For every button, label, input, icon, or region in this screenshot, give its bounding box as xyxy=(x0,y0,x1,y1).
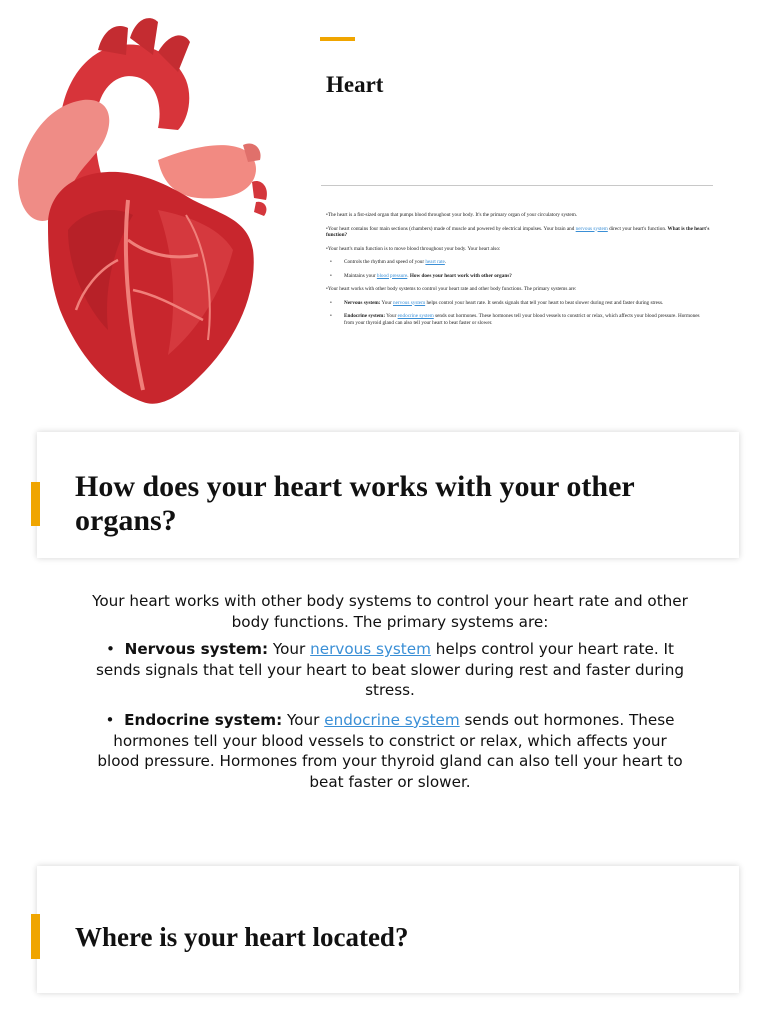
list-item xyxy=(344,300,710,307)
text: helps control your heart rate. It sends signals that tell your heart to beat slower during rest and faster during stress. xyxy=(425,299,664,306)
paragraph xyxy=(326,226,710,239)
text: Your xyxy=(385,313,398,319)
list-item xyxy=(344,313,710,326)
slide-title: Heart xyxy=(326,72,384,97)
text: Controls the rhythm and speed of your xyxy=(344,259,426,265)
body-text xyxy=(90,591,690,801)
paragraph xyxy=(326,286,710,293)
endocrine-system-item xyxy=(90,710,690,792)
section-heading: How does your heart works with your other organs? xyxy=(75,470,635,537)
text: . xyxy=(407,272,409,279)
slide-body-text xyxy=(326,212,710,333)
heart-body xyxy=(48,172,254,404)
section-heading: Where is your heart located? xyxy=(75,922,409,952)
text: •Your heart works with other body systems to control your heart rate and other body functions. The primary systems are: xyxy=(326,286,577,292)
bold-text: How does your heart work with other organs? xyxy=(409,272,512,279)
text: •The heart is a fist-sized organ that pumps blood throughout your body. It's the primary organ of your circulatory system. xyxy=(326,212,578,218)
section-header-card xyxy=(37,432,739,558)
nervous-system-link[interactable]: nervous system xyxy=(575,225,608,232)
bullet-list xyxy=(326,300,710,327)
text: Your xyxy=(268,640,311,659)
text: Your xyxy=(282,710,325,729)
bullet-list xyxy=(326,259,710,279)
list-item xyxy=(344,273,710,280)
paragraph xyxy=(326,246,710,253)
bold-text: What is the heart's function? xyxy=(326,225,710,238)
nervous-system-link[interactable]: nervous system xyxy=(310,640,431,659)
text: •Your heart's main function is to move blood throughout your body. Your heart also: xyxy=(326,245,501,252)
list-item xyxy=(344,259,710,266)
text: Your xyxy=(380,299,393,306)
bold-text: Endocrine system: xyxy=(124,710,283,729)
endocrine-system-link[interactable]: endocrine system xyxy=(397,313,434,319)
title-divider xyxy=(321,185,713,186)
text: direct your heart's function. xyxy=(607,225,667,232)
accent-bar xyxy=(31,914,40,959)
heart-rate-link[interactable]: heart rate xyxy=(425,259,445,265)
bold-text: Nervous system: xyxy=(124,640,269,659)
text: . xyxy=(444,259,447,265)
text: sends out hormones. These hormones tell your blood vessels to constrict or relax, which affects your blood pressure. Hormones from your thyroid gland can also tell your heart to beat faster or slower. xyxy=(344,313,700,326)
bold-text: Endocrine system: xyxy=(344,313,386,319)
intro-paragraph: Your heart works with other body systems to control your heart rate and other body functions. The primary systems are: xyxy=(92,592,688,631)
paragraph xyxy=(326,212,710,219)
text: Maintains your xyxy=(344,272,377,279)
text: •Your heart contains four main sections (chambers) made of muscle and powered by electrical impulses. Your brain and xyxy=(326,225,576,232)
bullet-glyph: • xyxy=(106,640,115,659)
slide-heart-intro xyxy=(0,0,768,415)
accent-dash xyxy=(320,37,355,41)
bold-text: Nervous system: xyxy=(344,299,381,306)
text: helps control your heart rate. It sends signals that tell your heart to beat slower during rest and faster during stress. xyxy=(96,640,684,700)
nervous-system-item xyxy=(90,639,690,701)
bullet-glyph: • xyxy=(105,710,115,729)
anatomical-heart-illustration xyxy=(8,10,276,410)
endocrine-system-link[interactable]: endocrine system xyxy=(324,710,460,729)
blood-pressure-link[interactable]: blood pressure xyxy=(376,272,408,279)
accent-bar xyxy=(31,482,40,526)
section-header-card xyxy=(37,866,739,993)
nervous-system-link[interactable]: nervous system xyxy=(393,299,426,306)
text: sends out hormones. These hormones tell your blood vessels to constrict or relax, which affects your blood pressure. Hormones from your thyroid gland can also tell your heart to beat faster or slower. xyxy=(97,710,683,791)
